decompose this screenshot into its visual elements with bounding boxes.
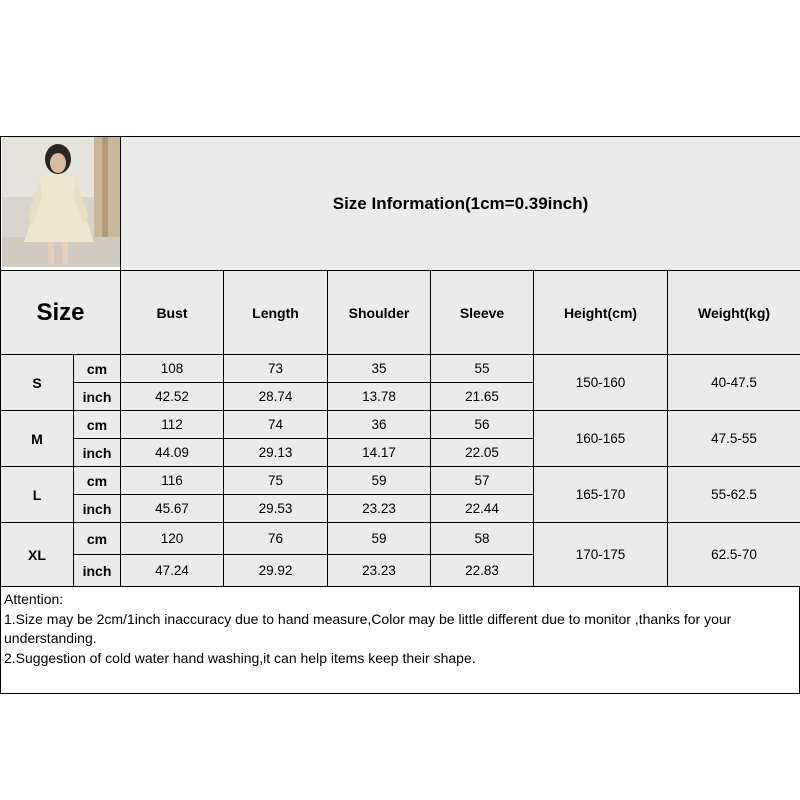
table-row	[1, 411, 800, 439]
table-cell: 36	[328, 411, 431, 439]
unit-label: cm	[74, 355, 121, 383]
dress-photo-icon	[2, 137, 120, 267]
table-row	[1, 355, 800, 383]
table-cell: 47.24	[121, 555, 224, 587]
unit-label: cm	[74, 467, 121, 495]
column-header-height: Height(cm)	[534, 271, 668, 355]
table-cell: 42.52	[121, 383, 224, 411]
table-row	[1, 523, 800, 555]
unit-label: inch	[74, 495, 121, 523]
table-row	[1, 467, 800, 495]
table-cell: 150-160	[534, 355, 668, 411]
size-label: XL	[1, 523, 74, 587]
size-label: L	[1, 467, 74, 523]
table-cell: 13.78	[328, 383, 431, 411]
table-cell: 165-170	[534, 467, 668, 523]
attention-notes	[0, 587, 800, 694]
size-label: M	[1, 411, 74, 467]
size-header: Size	[1, 271, 121, 355]
unit-label: inch	[74, 383, 121, 411]
unit-label: cm	[74, 411, 121, 439]
table-cell: 23.23	[328, 555, 431, 587]
table-cell: 14.17	[328, 439, 431, 467]
table-cell: 22.83	[431, 555, 534, 587]
note-line: 1.Size may be 2cm/1inch inaccuracy due to hand measure,Color may be little different due to monitor ,thanks for your understanding.	[4, 610, 732, 646]
table-cell: 29.13	[224, 439, 328, 467]
unit-label: cm	[74, 523, 121, 555]
column-header-bust: Bust	[121, 271, 224, 355]
table-cell: 62.5-70	[668, 523, 800, 587]
table-cell: 22.05	[431, 439, 534, 467]
table-cell: 120	[121, 523, 224, 555]
column-header-sleeve: Sleeve	[431, 271, 534, 355]
size-table	[0, 136, 800, 587]
table-cell: 108	[121, 355, 224, 383]
unit-label: inch	[74, 439, 121, 467]
table-cell: 47.5-55	[668, 411, 800, 467]
table-cell: 170-175	[534, 523, 668, 587]
table-cell: 116	[121, 467, 224, 495]
table-cell: 55	[431, 355, 534, 383]
product-photo	[1, 137, 121, 271]
page-title: Size Information(1cm=0.39inch)	[121, 137, 800, 271]
table-cell: 44.09	[121, 439, 224, 467]
table-cell: 59	[328, 523, 431, 555]
table-cell: 112	[121, 411, 224, 439]
size-label: S	[1, 355, 74, 411]
column-header-length: Length	[224, 271, 328, 355]
table-cell: 73	[224, 355, 328, 383]
table-cell: 74	[224, 411, 328, 439]
table-cell: 21.65	[431, 383, 534, 411]
table-cell: 58	[431, 523, 534, 555]
note-line: 2.Suggestion of cold water hand washing,it can help items keep their shape.	[4, 649, 476, 666]
notes-heading: Attention:	[4, 591, 64, 607]
table-cell: 28.74	[224, 383, 328, 411]
table-cell: 40-47.5	[668, 355, 800, 411]
table-cell: 75	[224, 467, 328, 495]
table-cell: 59	[328, 467, 431, 495]
table-cell: 45.67	[121, 495, 224, 523]
table-cell: 29.92	[224, 555, 328, 587]
column-header-shoulder: Shoulder	[328, 271, 431, 355]
unit-label: inch	[74, 555, 121, 587]
size-chart	[0, 136, 800, 697]
table-cell: 29.53	[224, 495, 328, 523]
table-cell: 76	[224, 523, 328, 555]
table-cell: 56	[431, 411, 534, 439]
table-cell: 55-62.5	[668, 467, 800, 523]
table-cell: 57	[431, 467, 534, 495]
table-cell: 35	[328, 355, 431, 383]
column-header-weight: Weight(kg)	[668, 271, 800, 355]
table-cell: 160-165	[534, 411, 668, 467]
table-cell: 23.23	[328, 495, 431, 523]
table-cell: 22.44	[431, 495, 534, 523]
